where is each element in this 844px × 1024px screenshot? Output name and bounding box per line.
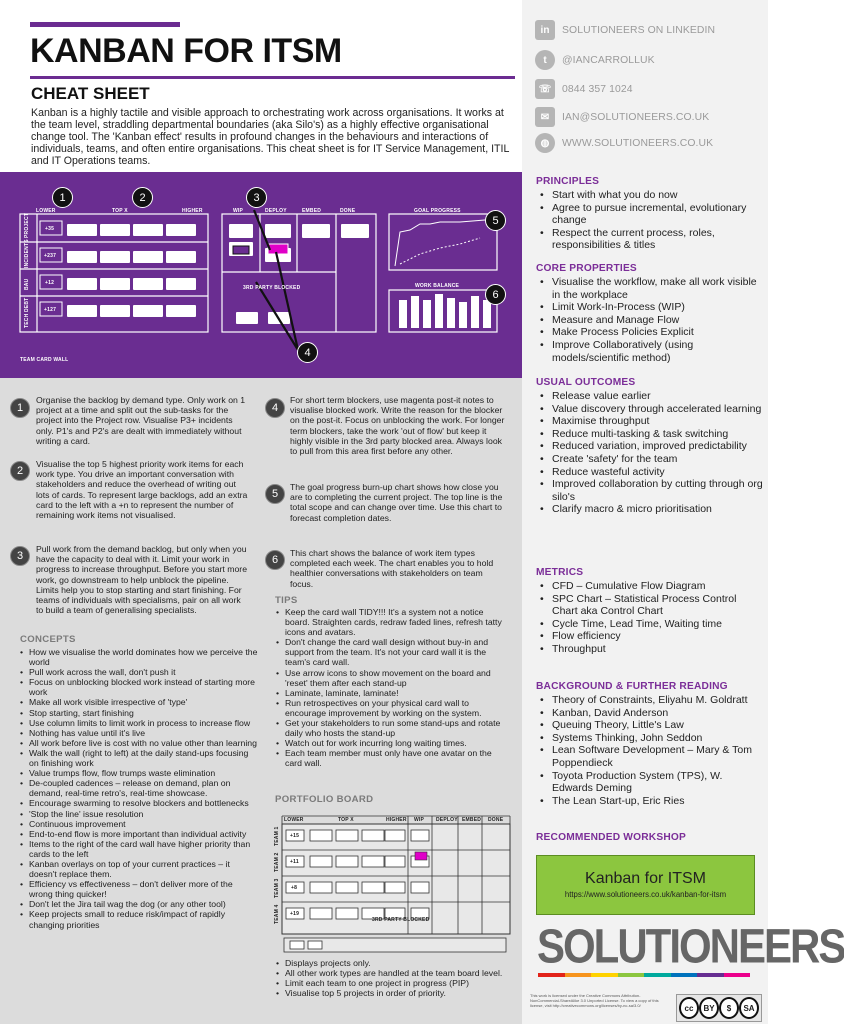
contact-website[interactable] [535,133,713,153]
portfolio-col-embed: EMBED [462,817,482,823]
further-reading-list [538,694,764,807]
concept-item: • Continuous improvement [18,819,258,829]
contact-website-text: WWW.SOLUTIONEERS.CO.UK [562,137,714,149]
workshop-link[interactable]: https://www.solutioneers.co.uk/kanban-for-itsm [564,890,727,899]
contact-twitter-text: @IANCARROLLUK [562,54,655,66]
portfolio-note-item: • Limit each team to one project in progress (PIP) [274,978,509,988]
core-property-item: • Measure and Manage Flow [538,314,764,327]
outcome-item: • Value discovery through accelerated learning [538,403,764,416]
core-property-item: • Improve Collaboratively (using models/scientific method) [538,339,764,364]
tips-list [274,607,509,769]
core-properties-heading: CORE PROPERTIES [536,263,637,274]
contact-twitter[interactable] [535,50,655,70]
board-col-embed: EMBED [302,208,322,214]
sharealike-icon: SA [739,997,759,1019]
board-col-done: DONE [340,208,356,214]
metric-item: • CFD – Cumulative Flow Diagram [538,580,764,593]
core-property-item: • Limit Work-In-Process (WIP) [538,301,764,314]
metric-item: • Flow efficiency [538,630,764,643]
board-col-wip: WIP [233,208,244,214]
tip-item: • Run retrospectives on your physical card wall to encourage improvement by working on the system. [274,698,509,718]
concept-item: • Nothing has value until it's live [18,728,258,738]
outcome-item: • Reduce wasteful activity [538,466,764,479]
board-count-project: +35 [45,226,55,232]
page-subtitle: CHEAT SHEET [31,84,150,103]
tip-item: • Laminate, laminate, laminate! [274,688,509,698]
portfolio-note-item: • All other work types are handled at the team board level. [274,968,509,978]
principles-heading: PRINCIPLES [536,176,600,187]
portfolio-row-team-2: TEAM 2 [274,852,280,872]
portfolio-count-team-4: +19 [290,911,300,917]
board-count-tech-debt: +127 [44,307,57,313]
callout-3: 3 [246,187,267,208]
noncommercial-icon: $ [719,997,739,1019]
portfolio-third-party-blocked: 3RD PARTY BLOCKED [372,917,430,923]
core-property-item: • Make Process Policies Explicit [538,326,764,339]
metric-item: • Throughput [538,643,764,656]
point-1-text: Organise the backlog by demand type. Only work on 1 project at a time and split out the sub-tasks for the project into the Project row. Visualise P3+ incidents only. P1's and P2's are dealt with immediately without writing a card. [36,395,246,446]
metrics-heading: METRICS [536,567,584,578]
point-2-number: 2 [10,461,30,481]
concept-item: • Stop starting, start finishing [18,708,258,718]
tips-heading: TIPS [275,595,298,606]
contact-email[interactable] [535,107,709,127]
concept-item: • Make all work visible irrespective of 'type' [18,697,258,707]
usual-outcomes-list [538,390,764,516]
board-row-bau: BAU [24,278,30,290]
outcome-item: • Improved collaboration by cutting through org silo's [538,478,764,503]
title-underline [30,76,515,79]
contact-linkedin-text: SOLUTIONEERS ON LINKEDIN [562,24,716,36]
concept-item: • 'Stop the line' issue resolution [18,809,258,819]
work-balance-label: WORK BALANCE [415,283,460,289]
outcome-item: • Release value earlier [538,390,764,403]
concept-item: • How we visualise the world dominates how we perceive the world [18,647,258,667]
concept-item: • De-coupled cadences – release on demand, plan on demand, real-time retro's, real-time showcase. [18,778,258,798]
concept-item: • Items to the right of the card wall have higher priority than cards to the left [18,839,258,859]
team-card-wall-banner [0,172,522,378]
portfolio-col-done: DONE [488,817,504,823]
contact-phone[interactable] [535,79,633,99]
board-row-incidents: INCIDENTS [24,239,30,268]
outcome-item: • Create 'safety' for the team [538,453,764,466]
concepts-list [18,647,258,930]
portfolio-col-topx: TOP X [338,817,354,823]
point-3-text: Pull work from the demand backlog, but only when you have the capacity to deal with it. Limit your work in progress to increase throughput. Before you start more work, go downstream to help unblock the pipeline. Limits help you to stop starting and start finishing. For teams of individuals with specialisms, pair on all work to build a team of generalising specialists. [36,544,248,616]
reading-item: • Lean Software Development – Mary & Tom Poppendieck [538,744,764,769]
portfolio-board [270,808,516,956]
core-property-item: • Visualise the workflow, make all work visible in the workplace [538,276,764,301]
attribution-icon: BY [699,997,719,1019]
tip-item: • Keep the card wall TIDY!!! It's a system not a notice board. Straighten cards, redraw faded lines, refresh tatty icons and avatars. [274,607,509,637]
tip-item: • Watch out for work incurring long waiting times. [274,738,509,748]
board-col-deploy: DEPLOY [265,208,287,214]
outcome-item: • Maximise throughput [538,415,764,428]
concept-item: • Kanban overlays on top of your current practices – it doesn't replace them. [18,859,258,879]
reading-item: • Systems Thinking, John Seddon [538,732,764,745]
point-4-text: For short term blockers, use magenta post-it notes to visualise blocked work. Write the reason for the blocker on the post-it. Focus on unblocking the work. For longer term blockers, take the work 'out of flow' but keep it highly visible in the 3rd party blocked area. Always look to pull from this area first before any other. [290,395,505,457]
solutioneers-logo: SOLUTIONEERS [537,918,844,973]
page-title: KANBAN FOR ITSM [30,32,342,70]
board-col-higher: HIGHER [182,208,203,214]
callout-4: 4 [297,342,318,363]
metric-item: • SPC Chart – Statistical Process Control Chart aka Control Chart [538,593,764,618]
portfolio-row-team-3: TEAM 3 [274,878,280,898]
concept-item: • End-to-end flow is more important than individual activity [18,829,258,839]
board-count-bau: +12 [45,280,55,286]
board-row-tech-debt: TECH DEBT [24,297,30,328]
contact-linkedin[interactable] [535,20,715,40]
concept-item: • Keep projects small to reduce risk/impact of rapidly changing priorities [18,909,258,929]
portfolio-count-team-3: +8 [291,885,298,891]
metric-item: • Cycle Time, Lead Time, Waiting time [538,618,764,631]
metrics-list [538,580,764,656]
reading-item: • Theory of Constraints, Eliyahu M. Goldratt [538,694,764,707]
portfolio-row-team-4: TEAM 4 [274,904,280,924]
point-6-text: This chart shows the balance of work item types completed each week. The chart enables you to hold healthier conversations with stakeholders on team focus. [290,548,494,589]
callout-6: 6 [485,284,506,305]
concept-item: • All work before live is cost with no value other than learning [18,738,258,748]
portfolio-col-higher: HIGHER [386,817,407,823]
concept-item: • Use column limits to limit work in process to increase flow [18,718,258,728]
board-count-incidents: +237 [44,253,57,259]
concept-item: • Don't let the Jira tail wag the dog (or any other tool) [18,899,258,909]
point-1-number: 1 [10,398,30,418]
board-row-project: PROJECT [24,212,30,238]
portfolio-heading: PORTFOLIO BOARD [275,794,374,805]
globe-icon: ◍ [535,133,555,153]
recommended-workshop-heading: RECOMMENDED WORKSHOP [536,832,687,843]
callout-5: 5 [485,210,506,231]
contact-email-text: IAN@SOLUTIONEERS.CO.UK [562,111,710,123]
intro-paragraph: Kanban is a highly tactile and visible approach to orchestrating work across organisations. It works at the team level, straddling departmental boundaries (aka Silo's) as a highly effective organisational change tool. The 'Kanban effect' results in profound changes in the behaviours and interactions of individuals, teams, and often entire organisations. This cheat sheet is for IT Service Management, ITIL and IT Operations teams. [31,107,509,167]
linkedin-icon: in [535,20,555,40]
board-col-lower: LOWER [36,208,56,214]
license-text: This work is licensed under the Creative Commons Attribution-NonCommercial-ShareAlike 3.0 Unported License. To view a copy of this license, visit http://creativecommons.org/licenses/by-nc-sa/3.0/ [530,993,659,1008]
cc-icon: cc [679,997,699,1019]
callout-2: 2 [132,187,153,208]
logo-color-strip [538,973,750,977]
tip-item: • Don't change the card wall design without buy-in and support from the team. It's not your card wall it is the team's card wall. [274,637,509,667]
portfolio-col-deploy: DEPLOY [436,817,458,823]
reading-item: • Toyota Production System (TPS), W. Edwards Deming [538,770,764,795]
portfolio-note-item: • Visualise top 5 projects in order of priority. [274,988,509,998]
board-col-topx: TOP X [112,208,128,214]
team-card-wall-label: TEAM CARD WALL [20,357,69,363]
concepts-heading: CONCEPTS [20,634,76,645]
workshop-title[interactable]: Kanban for ITSM [585,870,706,887]
point-5-number: 5 [265,484,285,504]
portfolio-note-item: • Displays projects only. [274,958,509,968]
reading-item: • Queuing Theory, Little's Law [538,719,764,732]
outcome-item: • Clarify macro & micro prioritisation [538,503,764,516]
point-5-text: The goal progress burn-up chart shows how close you are to completing the current project. The top line is the total scope and can change over time. Use this chart to forecast completion dates. [290,482,503,523]
portfolio-col-lower: LOWER [284,817,304,823]
principle-item: • Respect the current process, roles, responsibilities & titles [538,227,764,252]
tip-item: • Use arrow icons to show movement on the board and 'reset' them after each stand-up [274,668,509,688]
portfolio-count-team-2: +11 [290,859,299,865]
point-4-number: 4 [265,398,285,418]
outcome-item: • Reduced variation, improved predictability [538,440,764,453]
twitter-icon: t [535,50,555,70]
title-accent-bar [30,22,180,27]
portfolio-row-team-1: TEAM 1 [274,826,280,846]
principle-item: • Agree to pursue incremental, evolutionary change [538,202,764,227]
concept-item: • Efficiency vs effectiveness – don't deliver more of the wrong thing quicker! [18,879,258,899]
email-icon: ✉ [535,107,555,127]
board-third-party-blocked: 3RD PARTY BLOCKED [243,285,301,291]
point-2-text: Visualise the top 5 highest priority work items for each work type. You drive an important conversation with stakeholders and reduce the overhead of writing out lots of cards. To represent large backlogs, add an extra card to the left with a +n to represent the number of remaining work items not visualised. [36,459,248,521]
portfolio-board-diagram [270,808,516,956]
tip-item: • Each team member must only have one avatar on the card wall. [274,748,509,768]
creative-commons-badge[interactable] [676,994,762,1022]
callout-1: 1 [52,187,73,208]
concept-item: • Value trumps flow, flow trumps waste elimination [18,768,258,778]
portfolio-col-wip: WIP [414,817,425,823]
further-reading-heading: BACKGROUND & FURTHER READING [536,681,728,692]
principle-item: • Start with what you do now [538,189,764,202]
portfolio-notes-list [274,958,509,998]
point-6-number: 6 [265,550,285,570]
concept-item: • Pull work across the wall, don't push it [18,667,258,677]
phone-icon: ☏ [535,79,555,99]
point-3-number: 3 [10,546,30,566]
reading-item: • Kanban, David Anderson [538,707,764,720]
concept-item: • Walk the wall (right to left) at the daily stand-ups focusing on finishing work [18,748,258,768]
reading-item: • The Lean Start-up, Eric Ries [538,795,764,808]
portfolio-count-team-1: +15 [290,833,300,839]
concept-item: • Encourage swarming to resolve blockers and bottlenecks [18,798,258,808]
tip-item: • Get your stakeholders to run some stand-ups and rotate daily who hosts the stand-up [274,718,509,738]
principles-list [538,189,764,252]
core-properties-list [538,276,764,364]
goal-progress-label: GOAL PROGRESS [414,208,461,214]
outcome-item: • Reduce multi-tasking & task switching [538,428,764,441]
contact-phone-text: 0844 357 1024 [562,83,633,95]
concept-item: • Focus on unblocking blocked work instead of starting more work [18,677,258,697]
usual-outcomes-heading: USUAL OUTCOMES [536,377,636,388]
